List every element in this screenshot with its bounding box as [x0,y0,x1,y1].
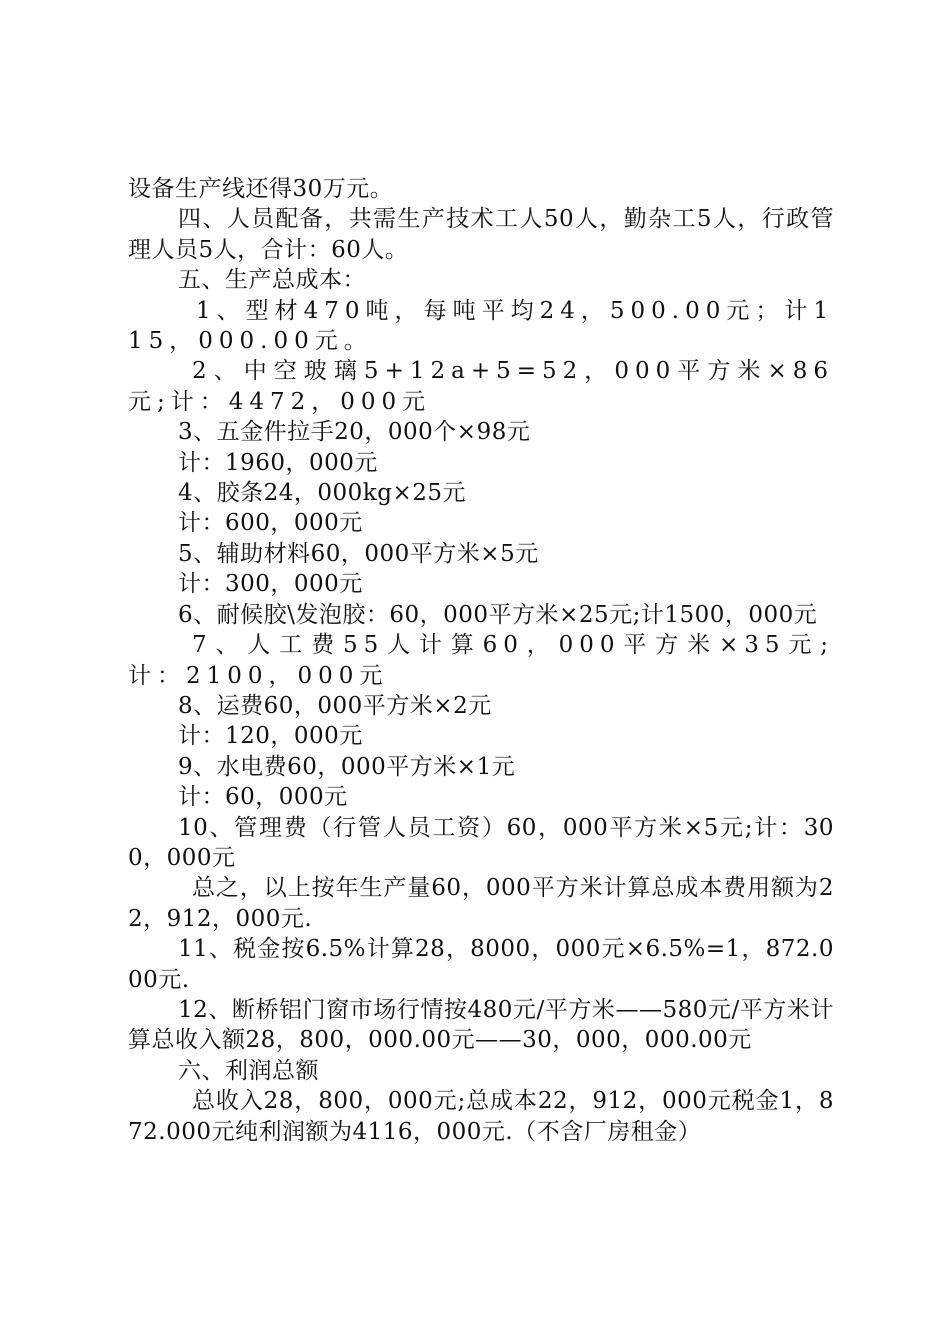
cost-item-sealant: 6、耐候胶\发泡胶：60，000平方米×25元;计1500，000元 [178,601,818,628]
section-heading-total-cost: 五、生产总成本： [178,267,366,294]
cost-item-glass: 2、中空玻璃5+12a+5=52，000平方米×86元;计：4472，000元 [128,358,834,415]
cost-item-profile: 1、型材470吨，每吨平均24，500.00元；计115，000.00元。 [128,297,834,355]
cost-item-strip-total: 计：600，000元 [178,510,363,537]
profit-summary: 总收入28，800，000元;总成本22，912，000元税金1，872.000元纯利润额为4116，000元.（不含厂房租金） [128,1088,834,1145]
cost-item-auxiliary: 5、辅助材料60，000平方米×5元 [178,540,539,567]
section-heading-profit: 六、利润总额 [178,1057,319,1084]
cost-summary: 总之，以上按年生产量60，000平方米计算总成本费用额为22，912，000元. [128,875,834,932]
cost-item-freight-total: 计：120，000元 [178,723,363,750]
document-body [128,174,834,1147]
text-line: 设备生产线还得30万元。 [128,176,394,202]
cost-item-strip: 4、胶条24，000kg×25元 [178,480,466,507]
cost-item-hardware: 3、五金件拉手20，000个×98元 [178,419,531,446]
cost-item-utilities-total: 计：60，000元 [178,784,348,811]
section-staffing: 四、人员配备，共需生产技术工人50人，勤杂工5人，行政管理人员5人，合计：60人。 [128,206,834,263]
cost-item-labor: 7、人工费55人计算60，000平方米×35元;计：2100，000元 [128,632,834,689]
cost-item-tax: 11、税金按6.5%计算28，8000，000元×6.5%=1，872.000元. [128,936,834,993]
cost-item-management: 10、管理费（行管人员工资）60，000平方米×5元;计：300，000元 [128,814,834,871]
cost-item-auxiliary-total: 计：300，000元 [178,571,363,598]
market-price: 12、断桥铝门窗市场行情按480元/平方米——580元/平方米计算总收入额28，800，000.00元——30，000，000.00元 [128,996,834,1054]
cost-item-utilities: 9、水电费60，000平方米×1元 [178,753,516,780]
cost-item-freight: 8、运费60，000平方米×2元 [178,692,492,719]
cost-item-hardware-total: 计：1960，000元 [178,449,378,476]
